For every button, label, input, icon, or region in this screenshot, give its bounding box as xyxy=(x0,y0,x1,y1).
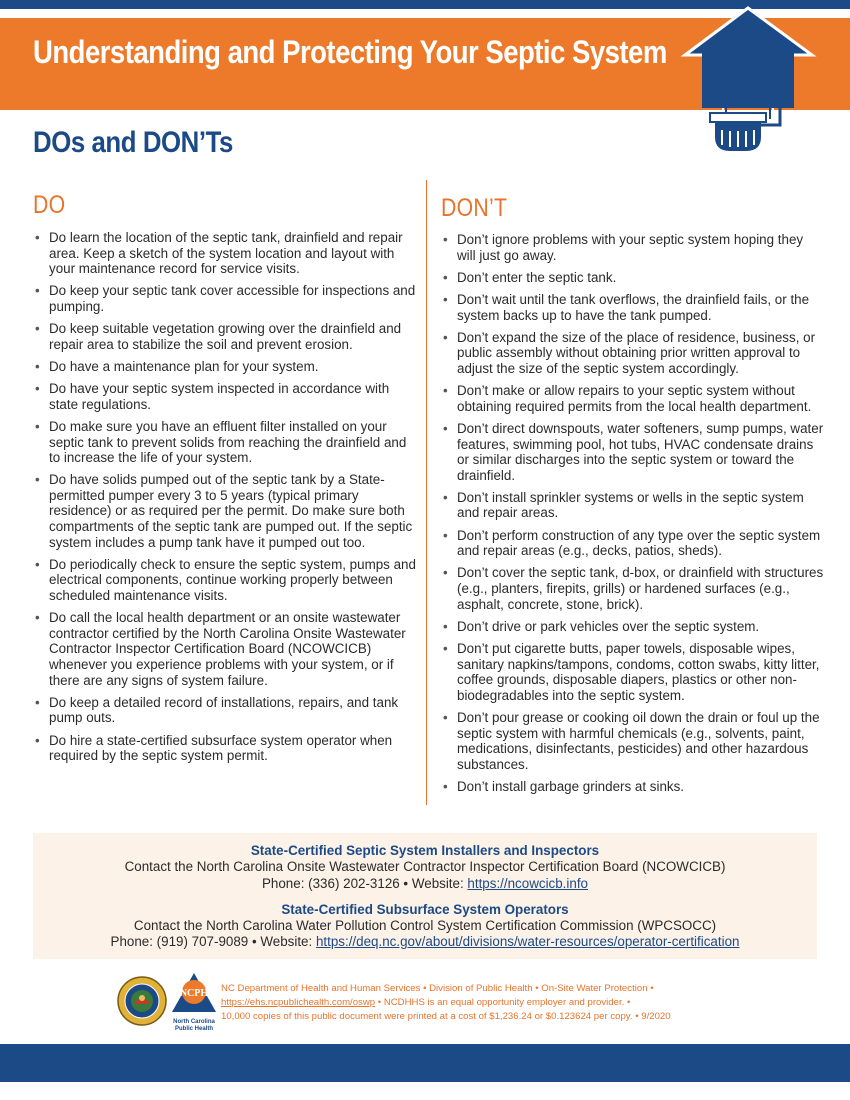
house-septic-icon xyxy=(680,5,820,170)
list-item: • Don’t wait until the tank overflows, the drainfield fails, or the system backs up to have the tank pumped. xyxy=(441,292,825,323)
oswp-link[interactable]: https://ehs.ncpublichealth.com/oswp xyxy=(221,997,376,1008)
list-item: • Do hire a state-certified subsurface system operator when required by the septic system permit. xyxy=(33,733,418,764)
do-heading: DO xyxy=(33,191,66,219)
installers-website-link[interactable]: https://ncowcicb.info xyxy=(467,876,588,891)
bottom-bar xyxy=(0,1044,850,1082)
nc-dhhs-seal-icon xyxy=(117,976,167,1026)
list-item: • Don’t direct downspouts, water softeners, sump pumps, water features, swimming pool, hot tubs, HVAC condensate drains or similar discharges into the septic system or toward the drainfield. xyxy=(441,421,825,483)
dont-heading: DON’T xyxy=(441,194,508,222)
list-item: • Don’t pour grease or cooking oil down the drain or foul up the septic system with harmful chemicals (e.g., solvents, paint, medications, disinfectants, pesticides) and other hazardous substances. xyxy=(441,710,825,772)
list-item: • Do keep a detailed record of installations, repairs, and tank pump outs. xyxy=(33,695,418,726)
ncph-caption-2: Public Health xyxy=(174,1026,213,1032)
list-item: • Don’t install sprinkler systems or wells in the septic system and repair areas. xyxy=(441,490,825,521)
list-item: • Do have a maintenance plan for your system. xyxy=(33,359,418,375)
operators-website-link[interactable]: https://deq.nc.gov/about/divisions/water-resources/operator-certification xyxy=(315,934,740,949)
nc-public-health-logo xyxy=(171,972,217,1034)
do-list xyxy=(33,230,418,770)
installers-contact: Contact the North Carolina Onsite Wastewater Contractor Inspector Certification Board (NCOWCICB) xyxy=(124,859,726,874)
page-title: Understanding and Protecting Your Septic System xyxy=(33,34,667,70)
ncph-logo-icon xyxy=(171,972,217,1014)
footer-line-1: NC Department of Health and Human Services • Division of Public Health • On-Site Water Protection • xyxy=(221,983,654,994)
ncph-caption-1: North Carolina xyxy=(173,1019,215,1025)
operators-heading: State-Certified Subsurface System Operators xyxy=(281,902,569,917)
list-item: • Don’t expand the size of the place of residence, business, or public assembly without obtaining prior written approval to adjust the size of the septic system accordingly. xyxy=(441,330,825,377)
footer-line-2 xyxy=(221,997,630,1008)
operators-phone: Phone: (919) 707-9089 • Website: xyxy=(110,934,316,949)
list-item: • Don’t put cigarette butts, paper towels, disposable wipes, sanitary napkins/tampons, condoms, cotton swabs, kitty litter, coffee grounds, disposable diapers, plastics or other non-biodegradables into the septic system. xyxy=(441,641,825,703)
operators-contact: Contact the North Carolina Water Pollution Control System Certification Commission (WPCSOCC) xyxy=(133,918,717,933)
list-item: • Do make sure you have an effluent filter installed on your septic tank to prevent solids from reaching the drainfield and to increase the life of your system. xyxy=(33,419,418,466)
list-item: • Do periodically check to ensure the septic system, pumps and electrical components, continue working properly between scheduled maintenance visits. xyxy=(33,557,418,604)
list-item: • Don’t install garbage grinders at sinks. xyxy=(441,779,825,795)
installers-phone: Phone: (336) 202-3126 • Website: xyxy=(261,876,468,891)
installers-phone-line xyxy=(0,876,850,891)
installers-heading: State-Certified Septic System Installers and Inspectors xyxy=(250,843,600,858)
list-item: • Don’t make or allow repairs to your septic system without obtaining required permits from the local health department. xyxy=(441,383,825,414)
list-item: • Do keep suitable vegetation growing over the drainfield and repair area to stabilize the soil and prevent erosion. xyxy=(33,321,418,352)
list-item: • Don’t enter the septic tank. xyxy=(441,270,825,286)
list-item: • Don’t ignore problems with your septic system hoping they will just go away. xyxy=(441,232,825,263)
footer-line-3: 10,000 copies of this public document were printed at a cost of $1,236.24 or $0.123624 per copy. • 9/2020 xyxy=(221,1011,671,1022)
list-item: • Don’t perform construction of any type over the septic system and repair areas (e.g., decks, patios, sheds). xyxy=(441,528,825,559)
list-item: • Do learn the location of the septic tank, drainfield and repair area. Keep a sketch of the system location and layout with your maintenance record for service visits. xyxy=(33,230,418,277)
list-item: • Don’t cover the septic tank, d-box, or drainfield with structures (e.g., planters, firepits, grills) or hardened surfaces (e.g., asphalt, concrete, stone, brick). xyxy=(441,565,825,612)
list-item: • Do keep your septic tank cover accessible for inspections and pumping. xyxy=(33,283,418,314)
ncph-logo-text: NCPH xyxy=(179,988,209,999)
list-item: • Don’t drive or park vehicles over the septic system. xyxy=(441,619,825,635)
column-divider xyxy=(426,180,427,805)
list-item: • Do call the local health department or an onsite wastewater contractor certified by the North Carolina Onsite Wastewater Contractor Inspector Certification Board (NCOWCICB) whenever you experience problems with your system, or if there are any signs of system failure. xyxy=(33,610,418,688)
dont-list xyxy=(441,232,825,801)
operators-phone-line xyxy=(0,934,850,949)
footer-line-2-rest: • NCDHHS is an equal opportunity employer and provider. • xyxy=(375,997,631,1008)
list-item: • Do have solids pumped out of the septic tank by a State-permitted pumper every 3 to 5 years (typical primary residence) or as required per the permit. Do make sure both compartments of the septic tank are pumped out. If the septic system includes a pump tank have it pumped out too. xyxy=(33,472,418,550)
section-subtitle: DOs and DON’Ts xyxy=(33,126,233,159)
list-item: • Do have your septic system inspected in accordance with state regulations. xyxy=(33,381,418,412)
